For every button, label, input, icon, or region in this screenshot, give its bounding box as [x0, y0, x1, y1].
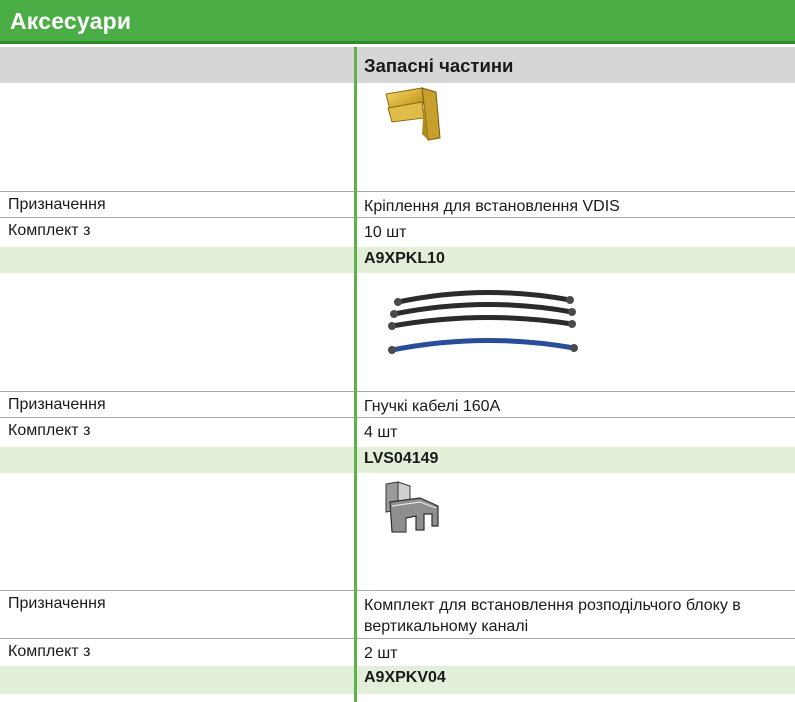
metal-mounting-bracket-icon: [380, 480, 446, 541]
kit-row: [0, 217, 795, 247]
kit-label: Комплект з: [8, 222, 91, 239]
purpose-value: Комплект для встановлення розподільчого блоку в вертикальному каналі: [364, 597, 741, 635]
kit-label: Комплект з: [8, 643, 91, 660]
kit-value: 10 шт: [364, 224, 407, 241]
purpose-label: Призначення: [8, 396, 106, 413]
flexible-cables-icon: [378, 280, 588, 375]
section-title: Аксесуари: [10, 8, 132, 34]
column-header: Запасні частини: [364, 55, 514, 76]
kit-row: [0, 417, 795, 447]
reference-code: A9XPKV04: [364, 669, 446, 686]
purpose-row: [0, 590, 795, 638]
purpose-row: [0, 191, 795, 217]
reference-row: [0, 247, 795, 273]
kit-row: [0, 638, 795, 666]
column-header-row: [0, 47, 795, 83]
kit-value: 4 шт: [364, 424, 398, 441]
purpose-value: Кріплення для встановлення VDIS: [364, 198, 620, 215]
purpose-label: Призначення: [8, 196, 106, 213]
yellow-mounting-clip-icon: [378, 82, 450, 151]
purpose-value: Гнучкі кабелі 160A: [364, 398, 501, 415]
reference-row: [0, 666, 795, 694]
section-title-bar: [0, 0, 795, 44]
purpose-row: [0, 391, 795, 417]
purpose-label: Призначення: [8, 595, 106, 612]
kit-label: Комплект з: [8, 422, 91, 439]
kit-value: 2 шт: [364, 645, 398, 662]
reference-code: LVS04149: [364, 450, 439, 467]
reference-row: [0, 447, 795, 473]
reference-code: A9XPKL10: [364, 250, 445, 267]
column-divider: [354, 47, 357, 702]
